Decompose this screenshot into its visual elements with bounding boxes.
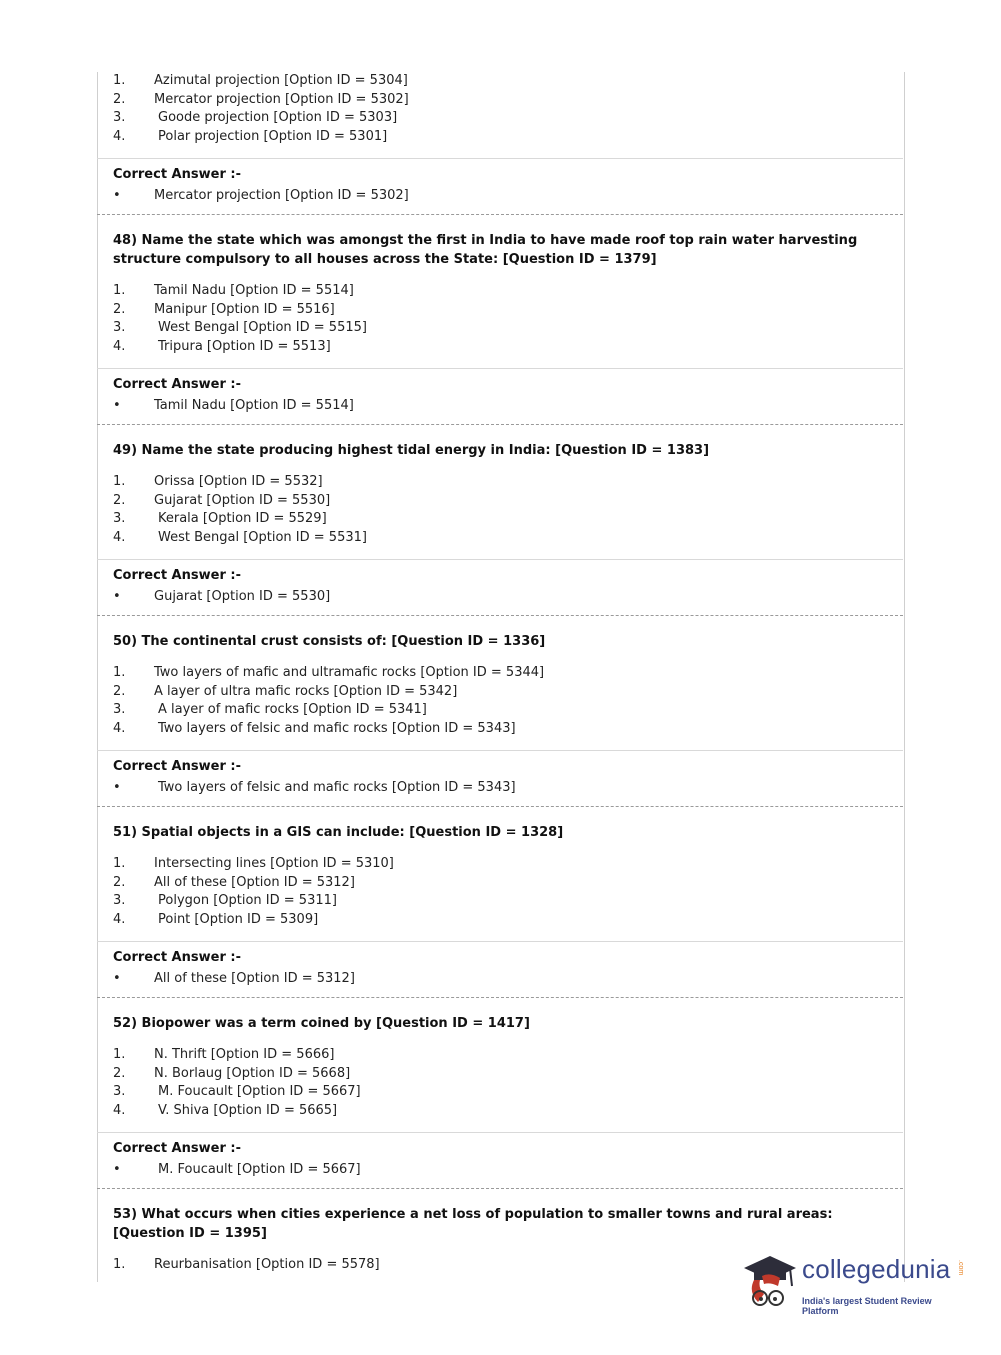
divider <box>97 368 903 369</box>
question-title: 51) Spatial objects in a GIS can include: [Question ID = 1328] <box>113 825 564 840</box>
question-title: 48) Name the state which was amongst the first in India to have made roof top rain water harvesting structure compulsory to all houses across the State: [Question ID = 1379] <box>113 233 858 267</box>
question-divider <box>97 1188 903 1189</box>
mascot-graduation-cap-icon <box>740 1246 802 1320</box>
question-divider <box>97 214 903 215</box>
question-divider <box>97 424 903 425</box>
divider <box>97 158 903 159</box>
correct-answer-label: Correct Answer :- <box>113 1141 241 1156</box>
question-title: 53) What occurs when cities experience a net loss of population to smaller towns and rural areas: [Question ID = 1395] <box>113 1207 833 1241</box>
question-title: 50) The continental crust consists of: [Question ID = 1336] <box>113 634 546 649</box>
collegedunia-logo[interactable] <box>740 1246 970 1320</box>
divider <box>97 1132 903 1133</box>
correct-answer-label: Correct Answer :- <box>113 568 241 583</box>
divider <box>97 941 903 942</box>
question-title: 52) Biopower was a term coined by [Question ID = 1417] <box>113 1016 530 1031</box>
logo-tagline: India's largest Student Review Platform <box>802 1296 932 1316</box>
logo-com: .com <box>957 1260 964 1276</box>
correct-answer-label: Correct Answer :- <box>113 377 241 392</box>
correct-answer-label: Correct Answer :- <box>113 950 241 965</box>
correct-answer-label: Correct Answer :- <box>113 759 241 774</box>
correct-answer-label: Correct Answer :- <box>113 167 241 182</box>
divider <box>97 559 903 560</box>
question-divider <box>97 615 903 616</box>
question-title: 49) Name the state producing highest tidal energy in India: [Question ID = 1383] <box>113 443 710 458</box>
logo-wordmark: collegedunia <box>802 1254 951 1284</box>
question-divider <box>97 806 903 807</box>
divider <box>97 750 903 751</box>
question-divider <box>97 997 903 998</box>
